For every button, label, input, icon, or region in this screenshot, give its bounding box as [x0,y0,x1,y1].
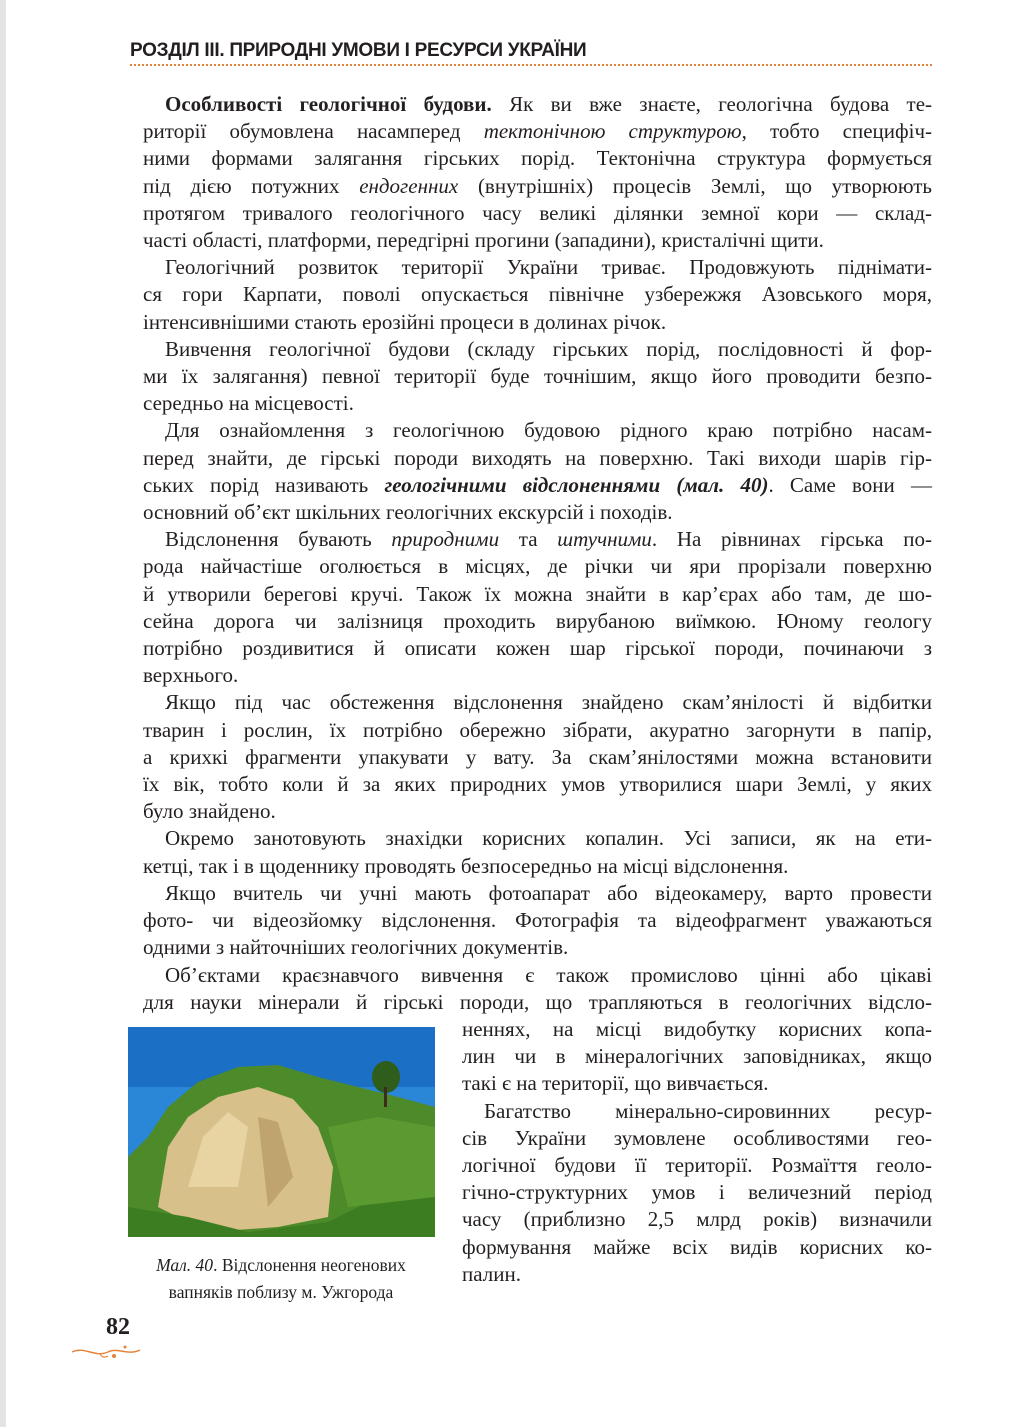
paragraph [143,417,932,526]
text-line [143,336,932,363]
caption-text-2: вапняків поблизу м. Ужгорода [168,1282,394,1302]
text-run: а крихкі фрагменти упакувати у вату. За скам’янілостями можна встановити [143,744,932,769]
caption-label: Мал. 40 [156,1255,214,1275]
text-line [143,499,932,526]
text-run: (внутрішніх) процесів Землі, що утворюють [458,173,932,198]
text-line [143,309,932,336]
text-run: було знайдено. [143,799,276,824]
text-line [462,1125,932,1152]
text-line [462,1098,932,1125]
text-line [143,744,932,771]
text-line [462,1179,932,1206]
text-run: палин. [462,1261,521,1286]
text-line [462,1261,932,1288]
text-run: ся гори Карпати, поволі опускається північне узбережжя Азовського моря, [143,282,932,307]
text-run: Як ви вже знаєте, геологічна будова те- [491,92,933,116]
text-run: одними з найточніших геологічних документів. [143,935,569,960]
text-line [143,526,932,553]
text-line [143,363,932,390]
italic-term: природними [391,527,500,552]
paragraph [143,336,932,418]
text-run: середньо на місцевості. [143,391,354,416]
paragraph [143,689,932,825]
cliff-photo-illustration [128,1027,435,1237]
text-line [462,1016,932,1043]
text-line [143,771,932,798]
text-line [143,689,932,716]
text-line [143,173,932,200]
text-line [143,553,932,580]
text-line [143,417,932,444]
text-run: верхнього. [143,663,239,688]
text-run: сів України зумовлене особливостями гео- [462,1125,932,1150]
text-line [462,1234,932,1261]
text-run: Якщо під час обстеження відслонення знайдено скам’янілості й відбитки [165,690,932,715]
text-run: та [499,527,558,552]
paragraph [143,91,932,254]
text-line [143,880,932,907]
paragraph [143,254,932,336]
text-line [143,853,932,880]
text-line [143,907,932,934]
italic-term: ендогенних [359,173,459,198]
text-run: фото- чи відеозйомку відслонення. Фотографія та відеофрагмент уважаються [143,908,932,933]
text-line [143,989,932,1016]
text-run: й утворили берегові кручі. Також їх можна знайти в кар’єрах або там, де шо- [143,581,932,606]
bold-term: геологічними відслоненнями (мал. 40) [384,472,769,497]
paragraph [143,526,932,689]
text-run: Об’єктами краєзнавчого вивчення є також промислово цінні або цікаві [165,962,932,987]
text-run: основний об’єкт шкільних геологічних екскурсій і походів. [143,500,673,525]
text-line [143,91,932,118]
page-number: 82 [106,1314,130,1340]
text-line [462,1206,932,1233]
text-run: . Саме вони — [768,472,932,497]
figure-photo [128,1027,435,1237]
text-run: Геологічний розвиток території України триває. Продовжують піднімати- [165,255,932,280]
text-line [143,472,932,499]
text-line [143,825,932,852]
text-line [143,254,932,281]
text-run: Для ознайомлення з геологічною будовою рідного краю потрібно насам- [165,418,932,443]
figure-caption [120,1252,442,1306]
text-line [143,962,932,989]
text-run: перед знайти, де гірські породи виходять на поверхню. Такі виходи шарів гір- [143,445,932,470]
text-run: часті області, платформи, передгірні прогини (западини), кристалічні щити. [143,228,824,253]
text-run: рода найчастіше оголюється в місцях, де річки чи яри прорізали поверхню [143,554,932,579]
text-run: . На рівнинах гірська по- [651,527,932,552]
text-run: Окремо занотовують знахідки корисних копалин. Усі записи, як на ети- [165,826,932,851]
text-line [143,934,932,961]
text-run: їх вік, тобто коли й за яких природних умов утворилися шари Землі, у яких [143,772,932,797]
paragraph [143,880,932,962]
text-line [462,1070,932,1097]
text-run: часу (приблизно 2,5 млрд років) визначили [462,1207,932,1232]
text-line [143,662,932,689]
text-line [143,717,932,744]
text-run: потрібно роздивитися й описати кожен шар гірської породи, починаючи з [143,636,932,661]
text-run: Відслонення бувають [165,527,392,552]
text-line [143,227,932,254]
text-run: гічно-структурних умов і величезний період [462,1180,932,1205]
text-line [143,200,932,227]
text-run: сейна дорога чи залізниця проходить вирубаною виїмкою. Юному геологу [143,608,932,633]
text-run: Багатство мінерально-сировинних ресур- [484,1098,932,1123]
text-run: логічної будови її території. Розмаїття геоло- [462,1152,932,1177]
text-run: лин чи в мінералогічних заповідниках, якщо [462,1044,932,1069]
paragraph [143,825,932,879]
text-run: ських порід називають [143,472,385,497]
page-edge [0,0,6,1427]
italic-term: тектонічною структурою [483,119,742,144]
text-line [143,145,932,172]
text-line [462,1043,932,1070]
text-line [143,118,932,145]
text-run: під дією потужних [143,173,360,198]
italic-term: штучними [557,527,652,552]
page-ornament-icon [70,1342,150,1362]
text-run: формування майже всіх видів корисних ко- [462,1234,932,1259]
text-line [143,581,932,608]
text-line [143,390,932,417]
header-divider [130,64,932,66]
text-line [143,608,932,635]
bold-term: Особливості геологічної будови. [165,92,492,116]
text-run: такі є на території, що вивчається. [462,1071,769,1096]
section-header: РОЗДІЛ ІІІ. ПРИРОДНІ УМОВИ І РЕСУРСИ УКРАЇНИ [130,40,587,61]
text-line [143,798,932,825]
caption-text-1: . Відслонення неогенових [213,1255,406,1275]
text-run: Якщо вчитель чи учні мають фотоапарат або відеокамеру, варто провести [165,880,932,905]
text-run: кетці, так і в щоденнику проводять безпосередньо на місці відслонення. [143,853,789,878]
text-run: інтенсивнішими стають ерозійні процеси в долинах річок. [143,309,667,334]
text-run: ними формами залягання гірських порід. Тектонічна структура формується [143,146,932,171]
text-run: , тобто специфіч- [741,119,932,144]
text-run: для науки мінерали й гірські породи, що трапляються в геологічних відсло- [143,989,932,1014]
text-line [462,1152,932,1179]
text-line [143,445,932,472]
text-line [143,281,932,308]
text-run: протягом тривалого геологічного часу великі ділянки земної кори — склад- [143,200,932,225]
text-run: риторії обумовлена насамперед [143,119,484,144]
text-run: ми їх залягання) певної території буде точнішим, якщо його проводити безпо- [143,364,932,389]
text-line [143,635,932,662]
text-run: Вивчення геологічної будови (складу гірських порід, послідовності й фор- [165,336,932,361]
text-run: тварин і рослин, їх потрібно обережно зібрати, акуратно загорнути в папір, [143,717,932,742]
text-run: неннях, на місці видобутку корисних копа- [462,1016,932,1041]
